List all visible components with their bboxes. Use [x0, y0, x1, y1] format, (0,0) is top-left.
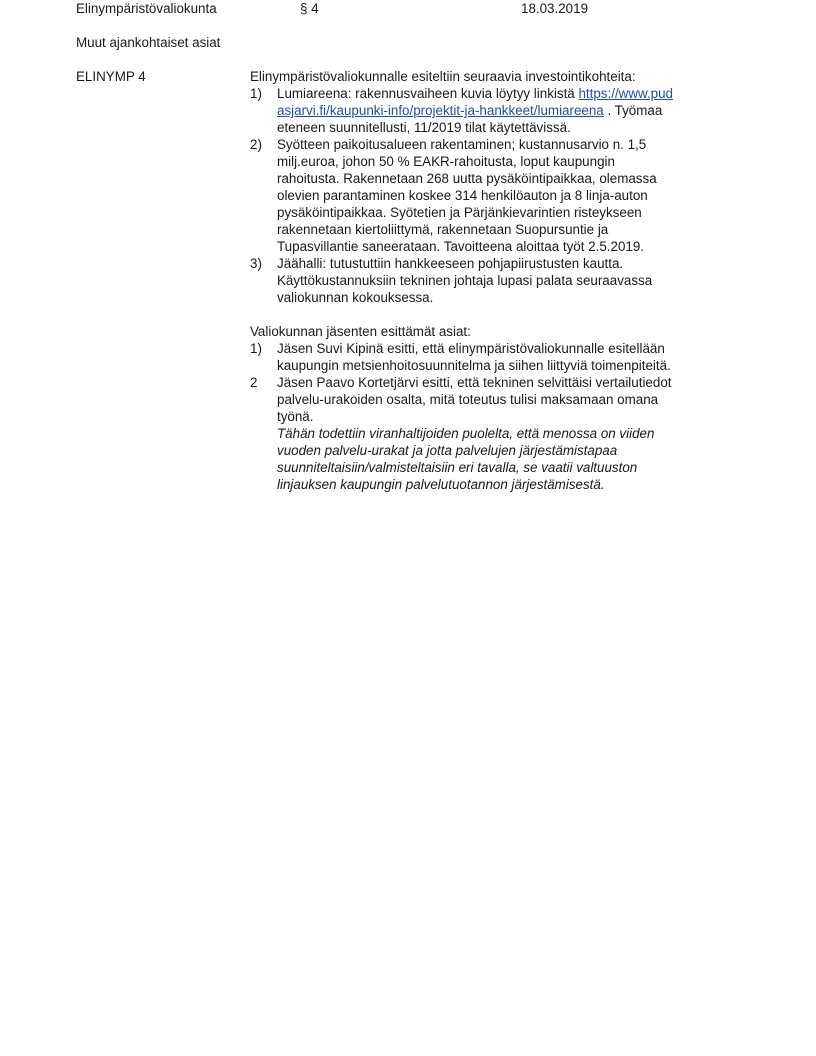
item-text: Jäsen Suvi Kipinä esitti, että elinympäristövaliokunnalle esitellään kaupungin metsienhoitosuunnitelma ja siihen liittyviä toimenpiteitä.	[277, 341, 671, 373]
list-item	[250, 136, 680, 255]
case-id: ELINYMP 4	[76, 69, 146, 84]
members-intro: Valiokunnan jäsenten esittämät asiat:	[250, 324, 471, 339]
committee-name: Elinympäristövaliokunta	[76, 1, 217, 16]
members-list	[250, 340, 680, 493]
item-number: 2)	[250, 137, 262, 152]
document-body	[250, 68, 680, 493]
list-item	[250, 85, 680, 136]
item-number: 2	[250, 375, 258, 390]
item-number: 1)	[250, 341, 262, 356]
investments-intro: Elinympäristövaliokunnalle esiteltiin seuraavia investointikohteita:	[250, 69, 636, 84]
list-item	[250, 255, 680, 306]
item-text: Lumiareena: rakennusvaiheen kuvia löytyy linkistä	[277, 86, 575, 101]
list-item	[250, 340, 680, 374]
lumiareena-link[interactable]: https://www.pudasjarvi.fi/kaupunki-info/projektit-ja-hankkeet/lumiareena	[277, 86, 673, 118]
list-item	[250, 374, 680, 493]
section-number: § 4	[300, 1, 319, 16]
item-text: Jäähalli: tutustuttiin hankkeeseen pohjapiirustusten kautta. Käyttökustannuksiin tekninen johtaja lupasi palata seuraavassa valiokunnan kokouksessa.	[277, 256, 653, 305]
official-response-note: Tähän todettiin viranhaltijoiden puolelta, että menossa on viiden vuoden palvelu-urakat ja jotta palvelujen järjestämistapaa suunniteltaisiin/valmisteltaisiin eri tavalla, se vaatii valtuuston linjauksen kaupungin palvelutuotannon järjestämisestä.	[277, 426, 655, 492]
item-text: Syötteen paikoitusalueen rakentaminen; kustannusarvio n. 1,5 milj.euroa, johon 50 % EAKR-rahoitusta, loput kaupungin rahoitusta. Rakennetaan 268 uutta pysäköintipaikkaa, olemassa olevien parantaminen koskee 314 henkilöauton ja 8 linja-auton pysäköintipaikkaa. Syötetien ja Pärjänkievarintien risteykseen rakennetaan kiertoliittymä, rakennetaan Suopursuntie ja Tupasvillantie saneerataan. Tavoitteena aloittaa työt 2.5.2019.	[277, 137, 657, 254]
item-text: Jäsen Paavo Kortetjärvi esitti, että tekninen selvittäisi vertailutiedot palvelu-urakoiden osalta, mitä toteutus tulisi maksamaan omana työnä.	[277, 375, 672, 424]
item-number: 1)	[250, 86, 262, 101]
item-number: 3)	[250, 256, 262, 271]
agenda-topic: Muut ajankohtaiset asiat	[76, 35, 221, 50]
item-text-continued: . Työmaa eteneen suunnitellusti, 11/2019 tilat käytettävissä.	[277, 103, 663, 135]
meeting-date: 18.03.2019	[521, 1, 589, 16]
investments-list	[250, 85, 680, 306]
